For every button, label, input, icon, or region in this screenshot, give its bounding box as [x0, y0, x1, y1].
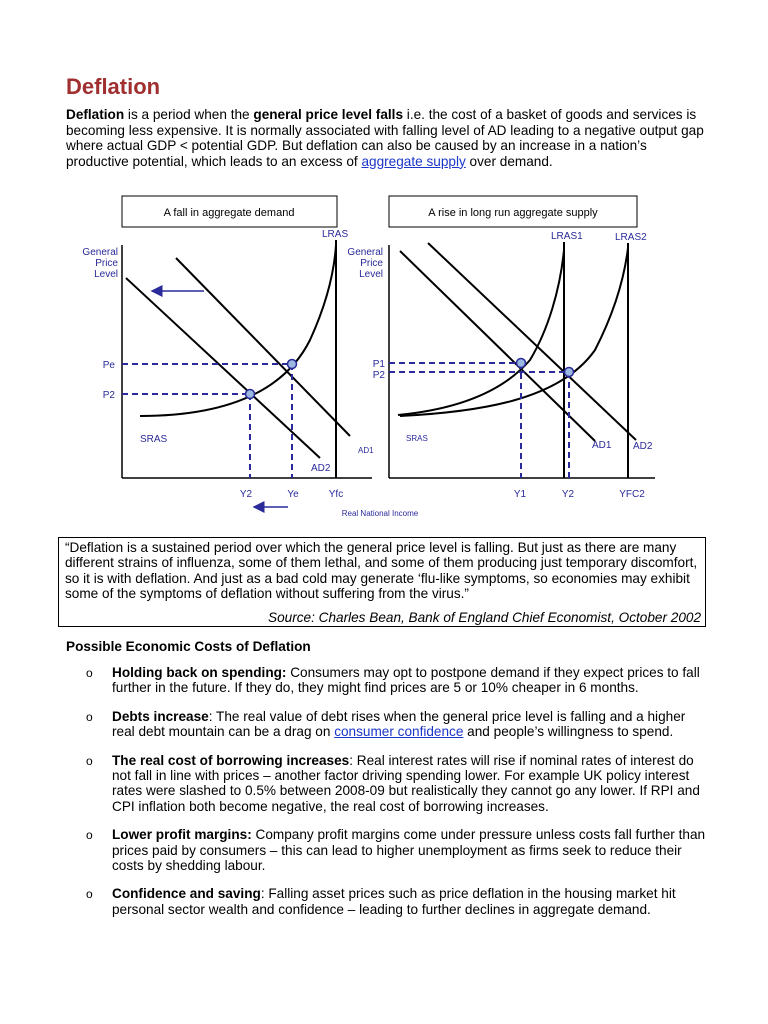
right-sras-label: SRAS: [406, 434, 428, 443]
right-x-tick-1: Y1: [513, 489, 527, 500]
left-p2-label: P2: [102, 390, 115, 401]
left-y-label-2: Price: [95, 258, 118, 269]
bean-quote-box: [58, 537, 706, 627]
right-p2-label: P2: [372, 370, 385, 381]
left-ad1-label: AD1: [358, 446, 374, 455]
quote-source: Source: Charles Bean, Bank of England Chief Economist, October 2002: [268, 609, 701, 625]
cost-title: Lower profit margins:: [112, 827, 252, 843]
cost-title: Holding back on spending:: [112, 665, 287, 680]
list-item: [86, 886, 706, 917]
right-box-label: A rise in long run aggregate supply: [428, 207, 598, 219]
cost-text-after: and people’s willingness to spend.: [463, 724, 674, 740]
intro-paragraph: [66, 107, 706, 169]
left-x-tick-3: Yfc: [328, 489, 344, 500]
intro-bold-phrase: general price level falls: [253, 107, 404, 122]
left-lras-label: LRAS: [322, 229, 349, 240]
left-equilibrium-1: [288, 360, 297, 369]
right-y-label-2: Price: [360, 258, 383, 269]
left-y-label-3: Level: [94, 269, 118, 280]
cost-title: The real cost of borrowing increases: [112, 752, 350, 768]
bullet-icon: o: [86, 828, 93, 843]
cost-text: Company profit margins come under pressure unless costs fall further than prices paid by consumers – this can lead to higher unemployment as firms seek to reduce their costs by shedding labour.: [112, 827, 706, 874]
intro-text-3: over demand.: [465, 153, 553, 169]
right-x-tick-3: YFC2: [619, 489, 645, 500]
left-x-tick-1: Y2: [239, 489, 253, 500]
left-y-label-1: General: [82, 247, 118, 258]
right-y-label-1: General: [347, 247, 383, 258]
bullet-icon: o: [86, 666, 93, 680]
list-item: [86, 709, 706, 740]
right-diagram: [347, 196, 655, 500]
left-equilibrium-2: [246, 390, 255, 399]
cost-title: Debts increase: [112, 708, 209, 724]
left-sras-label: SRAS: [140, 434, 168, 445]
intro-text-1: is a period when the: [124, 107, 254, 122]
x-axis-caption: Real National Income: [341, 509, 419, 518]
right-y-label-3: Level: [359, 269, 383, 280]
page-title: Deflation: [66, 74, 161, 99]
right-lras1-label: LRAS1: [551, 231, 583, 242]
left-ad1-line: [176, 258, 350, 436]
right-ad1-line: [400, 251, 595, 441]
consumer-confidence-link[interactable]: consumer confidence: [334, 724, 464, 740]
left-ad2-label: AD2: [311, 463, 331, 474]
right-ad1-label: AD1: [592, 440, 612, 451]
bullet-icon: o: [86, 709, 93, 724]
cost-text: Consumers may opt to postpone demand if they expect prices to fall further in the future. If they do, they might find prices are 5 or 10% cheaper in 6 months.: [112, 665, 700, 696]
list-item: [86, 665, 706, 696]
right-lras2-label: LRAS2: [615, 232, 647, 243]
aggregate-supply-link[interactable]: aggregate supply: [361, 153, 466, 169]
right-x-tick-2: Y2: [561, 489, 575, 500]
right-ad2-label: AD2: [633, 441, 653, 452]
bullet-icon: o: [86, 887, 93, 902]
left-x-tick-2: Ye: [287, 489, 299, 500]
intro-text-2: i.e. the cost of a basket of goods and services is becoming less expensive. It is normally associated with falling level of AD leading to a negative output gap where actual GDP < potential GDP. But deflation can also be caused by an increase in a nation’s productive potential, which leads to an excess of: [66, 107, 704, 169]
cost-text: : Falling asset prices such as price deflation in the housing market hit personal sector wealth and confidence – leading to further declines in aggregate demand.: [112, 886, 676, 917]
cost-title: Confidence and saving: [112, 886, 261, 902]
bullet-icon: o: [86, 753, 93, 768]
left-box-label: A fall in aggregate demand: [163, 207, 295, 219]
right-p1-label: P1: [372, 359, 385, 370]
quote-text: “Deflation is a sustained period over which the general price level is falling. But just as there are many different strains of influenza, some of them lethal, and some of them producing just temporary discomfort, so it is with deflation. And just as a bad cold may generate ‘flu-like symptoms, so economies may exhibit some of the symptoms of deflation without suffering from the virus.”: [65, 540, 698, 602]
cost-text: : Real interest rates will rise if nominal rates of interest do not fall in line with prices – another factor driving spending lower. For example UK policy interest rates were slashed to 0.5% between 2008-09 but realistically they cannot go any lower. If RPI and CPI inflation both become negative, the real cost of borrowing increases.: [112, 752, 700, 814]
list-item: [86, 827, 706, 873]
cost-text: : The real value of debt rises when the general price level is falling and a higher real debt mountain can be a drag on: [112, 708, 686, 740]
right-equilibrium-1: [517, 359, 526, 368]
right-sras2-curve: [400, 248, 628, 416]
right-sras1-curve: [398, 250, 564, 415]
costs-list: [86, 665, 706, 930]
left-pe-label: Pe: [102, 360, 115, 371]
right-equilibrium-2: [565, 368, 574, 377]
intro-term: Deflation: [66, 107, 125, 122]
left-diagram: [82, 196, 374, 507]
costs-heading: Possible Economic Costs of Deflation: [66, 639, 311, 654]
list-item: [86, 753, 706, 815]
